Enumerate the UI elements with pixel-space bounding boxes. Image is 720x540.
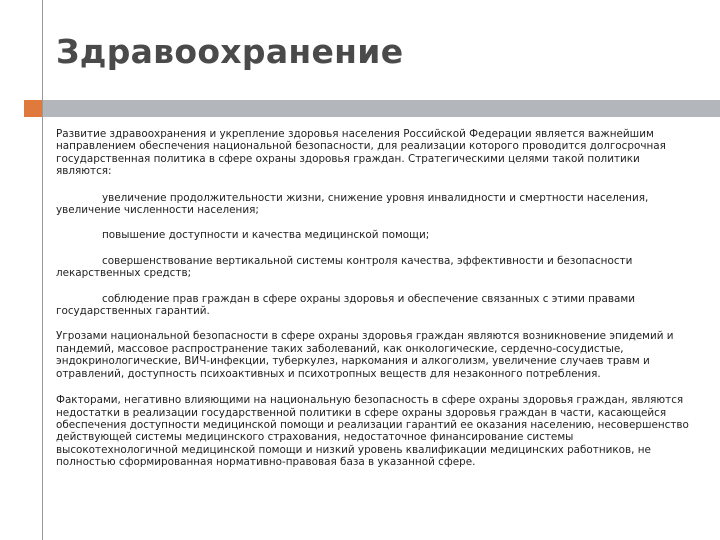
goal-item-3: совершенствование вертикальной системы контроля качества, эффективности и безопасности лекарственных средств;	[56, 254, 633, 280]
factors-paragraph: Факторами, негативно влияющими на национальную безопасность в сфере охраны здоровья граждан, являются недостатки в реализации государственной политики в сфере охраны здоровья граждан в части, касающейся обеспечения доступности медицинской помощи и реализации гарантий ее оказания населению, несовершенство действующей системы медицинского страхования, недостаточное финансирование системы высокотехнологичной медицинской помощи и низкий уровень квалификации медицинских работников, не полностью сформированная нормативно-правовая база в указанной сфере.	[56, 394, 689, 469]
goal-item-2: повышение доступности и качества медицинской помощи;	[102, 229, 430, 242]
goal-item-1: увеличение продолжительности жизни, снижение уровня инвалидности и смертности населения, увеличение численности населения;	[56, 191, 649, 217]
slide-title: Здравоохранение	[56, 32, 404, 71]
intro-paragraph: Развитие здравоохранения и укрепление здоровья населения Российской Федерации является важнейшим направлением обеспечения национальной безопасности, для реализации которого проводится долгосрочная государственная политика в сфере охраны здоровья граждан. Стратегическими целями такой политики являются:	[56, 128, 666, 178]
slide-body	[56, 128, 696, 483]
title-divider-bar	[43, 100, 720, 117]
left-border-line	[42, 0, 43, 540]
goal-item-4: соблюдение прав граждан в сфере охраны здоровья и обеспечение связанных с этими правами государственных гарантий.	[56, 292, 635, 318]
accent-square	[24, 100, 42, 117]
threats-paragraph: Угрозами национальной безопасности в сфере охраны здоровья граждан являются возникновение эпидемий и пандемий, массовое распространение таких заболеваний, как онкологические, сердечно-сосудистые, эндокринологические, ВИЧ-инфекции, туберкулез, наркомания и алкоголизм, увеличение случаев травм и отравлений, доступность психоактивных и психотропных веществ для незаконного потребления.	[56, 330, 674, 380]
